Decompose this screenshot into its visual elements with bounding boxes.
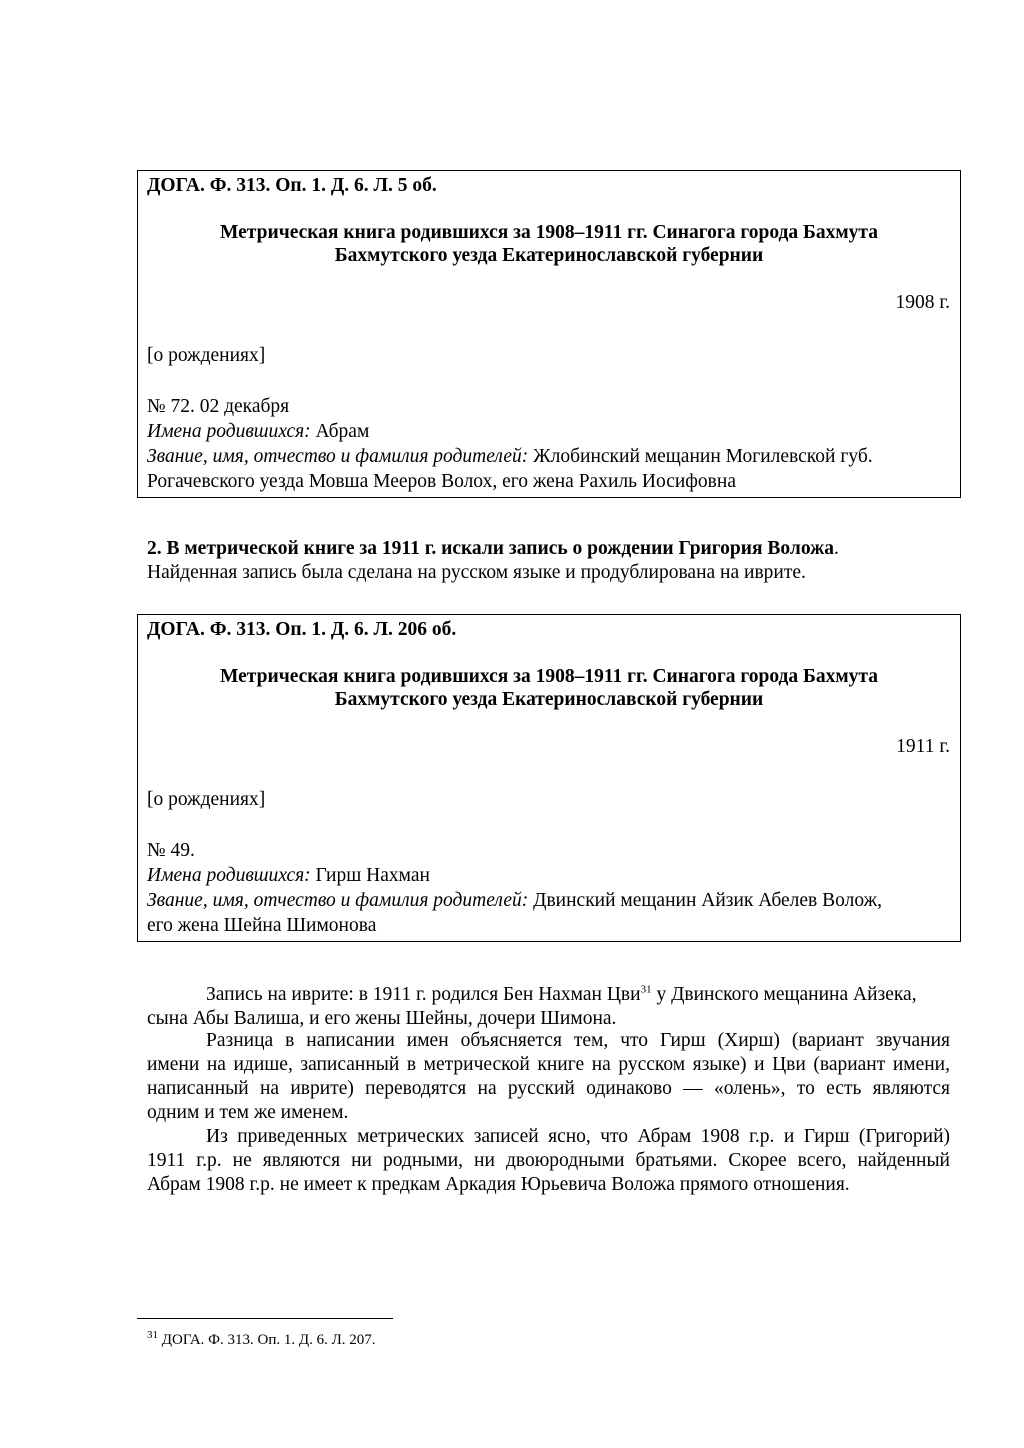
paragraph-3-line-1: Из приведенных метрических записей ясно, что Абрам 1908 г.р. и Гирш (Григорий)	[206, 1126, 950, 1147]
parents-label: Звание, имя, отчество и фамилия родителей:	[147, 890, 529, 911]
record-title-line2: Бахмутского уезда Екатеринославской губернии	[334, 689, 764, 710]
archive-record-box-1	[137, 170, 961, 498]
parents-value: Жлобинский мещанин Могилевской губ.	[528, 446, 873, 467]
footnote-text: ДОГА. Ф. 313. Оп. 1. Д. 6. Л. 207.	[158, 1332, 376, 1348]
archive-record-box-2	[137, 614, 961, 942]
parents-label: Звание, имя, отчество и фамилия родителей:	[147, 446, 529, 467]
record-title-line1: Метрическая книга родившихся за 1908–1911 гг. Синагога города Бахмута	[220, 222, 878, 243]
footnote	[147, 1330, 376, 1350]
record-year: 1911 г.	[896, 736, 950, 757]
text: у Двинского мещанина Айзека,	[651, 984, 917, 1005]
record-title-line1: Метрическая книга родившихся за 1908–1911 гг. Синагога города Бахмута	[220, 666, 878, 687]
record-parents-cont: Рогачевского уезда Мовша Мееров Волох, его жена Рахиль Иосифовна	[147, 471, 736, 492]
paragraph-3-line-2: 1911 г.р. не являются ни родными, ни двоюродными братьями. Скорее всего, найденный	[147, 1150, 950, 1171]
record-reference: ДОГА. Ф. 313. Оп. 1. Д. 6. Л. 5 об.	[147, 175, 437, 196]
record-title-line2: Бахмутского уезда Екатеринославской губернии	[334, 245, 764, 266]
section2-heading	[147, 537, 839, 561]
names-label: Имена родившихся:	[147, 865, 311, 886]
record-reference: ДОГА. Ф. 313. Оп. 1. Д. 6. Л. 206 об.	[147, 619, 457, 640]
record-section: [о рождениях]	[147, 789, 266, 810]
footnote-number: 31	[147, 1329, 158, 1341]
parents-value: Двинский мещанин Айзик Абелев Волож,	[528, 890, 882, 911]
record-parents	[147, 889, 882, 913]
footnote-divider	[137, 1318, 393, 1319]
text: Запись на иврите: в 1911 г. родился Бен Нахман Цви	[206, 984, 641, 1005]
paragraph-2-line-3: написанный на иврите) переводятся на русский одинаково — «олень», то есть являются	[147, 1078, 950, 1099]
paragraph-2-line-1: Разница в написании имен объясняется тем, что Гирш (Хирш) (вариант звучания	[206, 1030, 950, 1051]
footnote-ref[interactable]: 31	[640, 983, 652, 996]
paragraph-1-line-1	[206, 983, 917, 1007]
paragraph-1-line-2: сына Абы Валиша, и его жены Шейны, дочери Шимона.	[147, 1008, 617, 1029]
names-value: Гирш Нахман	[310, 865, 430, 886]
record-parents	[147, 445, 873, 469]
section2-text: Найденная запись была сделана на русском языке и продублирована на иврите.	[147, 562, 806, 583]
heading-end: .	[834, 538, 839, 559]
record-names	[147, 864, 430, 888]
paragraph-3-line-3: Абрам 1908 г.р. не имеет к предкам Аркадия Юрьевича Воложа прямого отношения.	[147, 1174, 850, 1195]
heading-text: 2. В метрической книге за 1911 г. искали запись о рождении Григория Воложа	[147, 538, 834, 559]
names-label: Имена родившихся:	[147, 421, 311, 442]
paragraph-2-line-4: одним и тем же именем.	[147, 1102, 349, 1123]
record-number: № 72. 02 декабря	[147, 396, 290, 417]
names-value: Абрам	[310, 421, 370, 442]
paragraph-2-line-2: имени на идише, записанный в метрической книге на русском языке) и Цви (вариант имени,	[147, 1054, 950, 1075]
record-section: [о рождениях]	[147, 345, 266, 366]
record-parents-cont: его жена Шейна Шимонова	[147, 915, 377, 936]
record-year: 1908 г.	[895, 292, 950, 313]
record-number: № 49.	[147, 840, 195, 861]
record-names	[147, 420, 369, 444]
